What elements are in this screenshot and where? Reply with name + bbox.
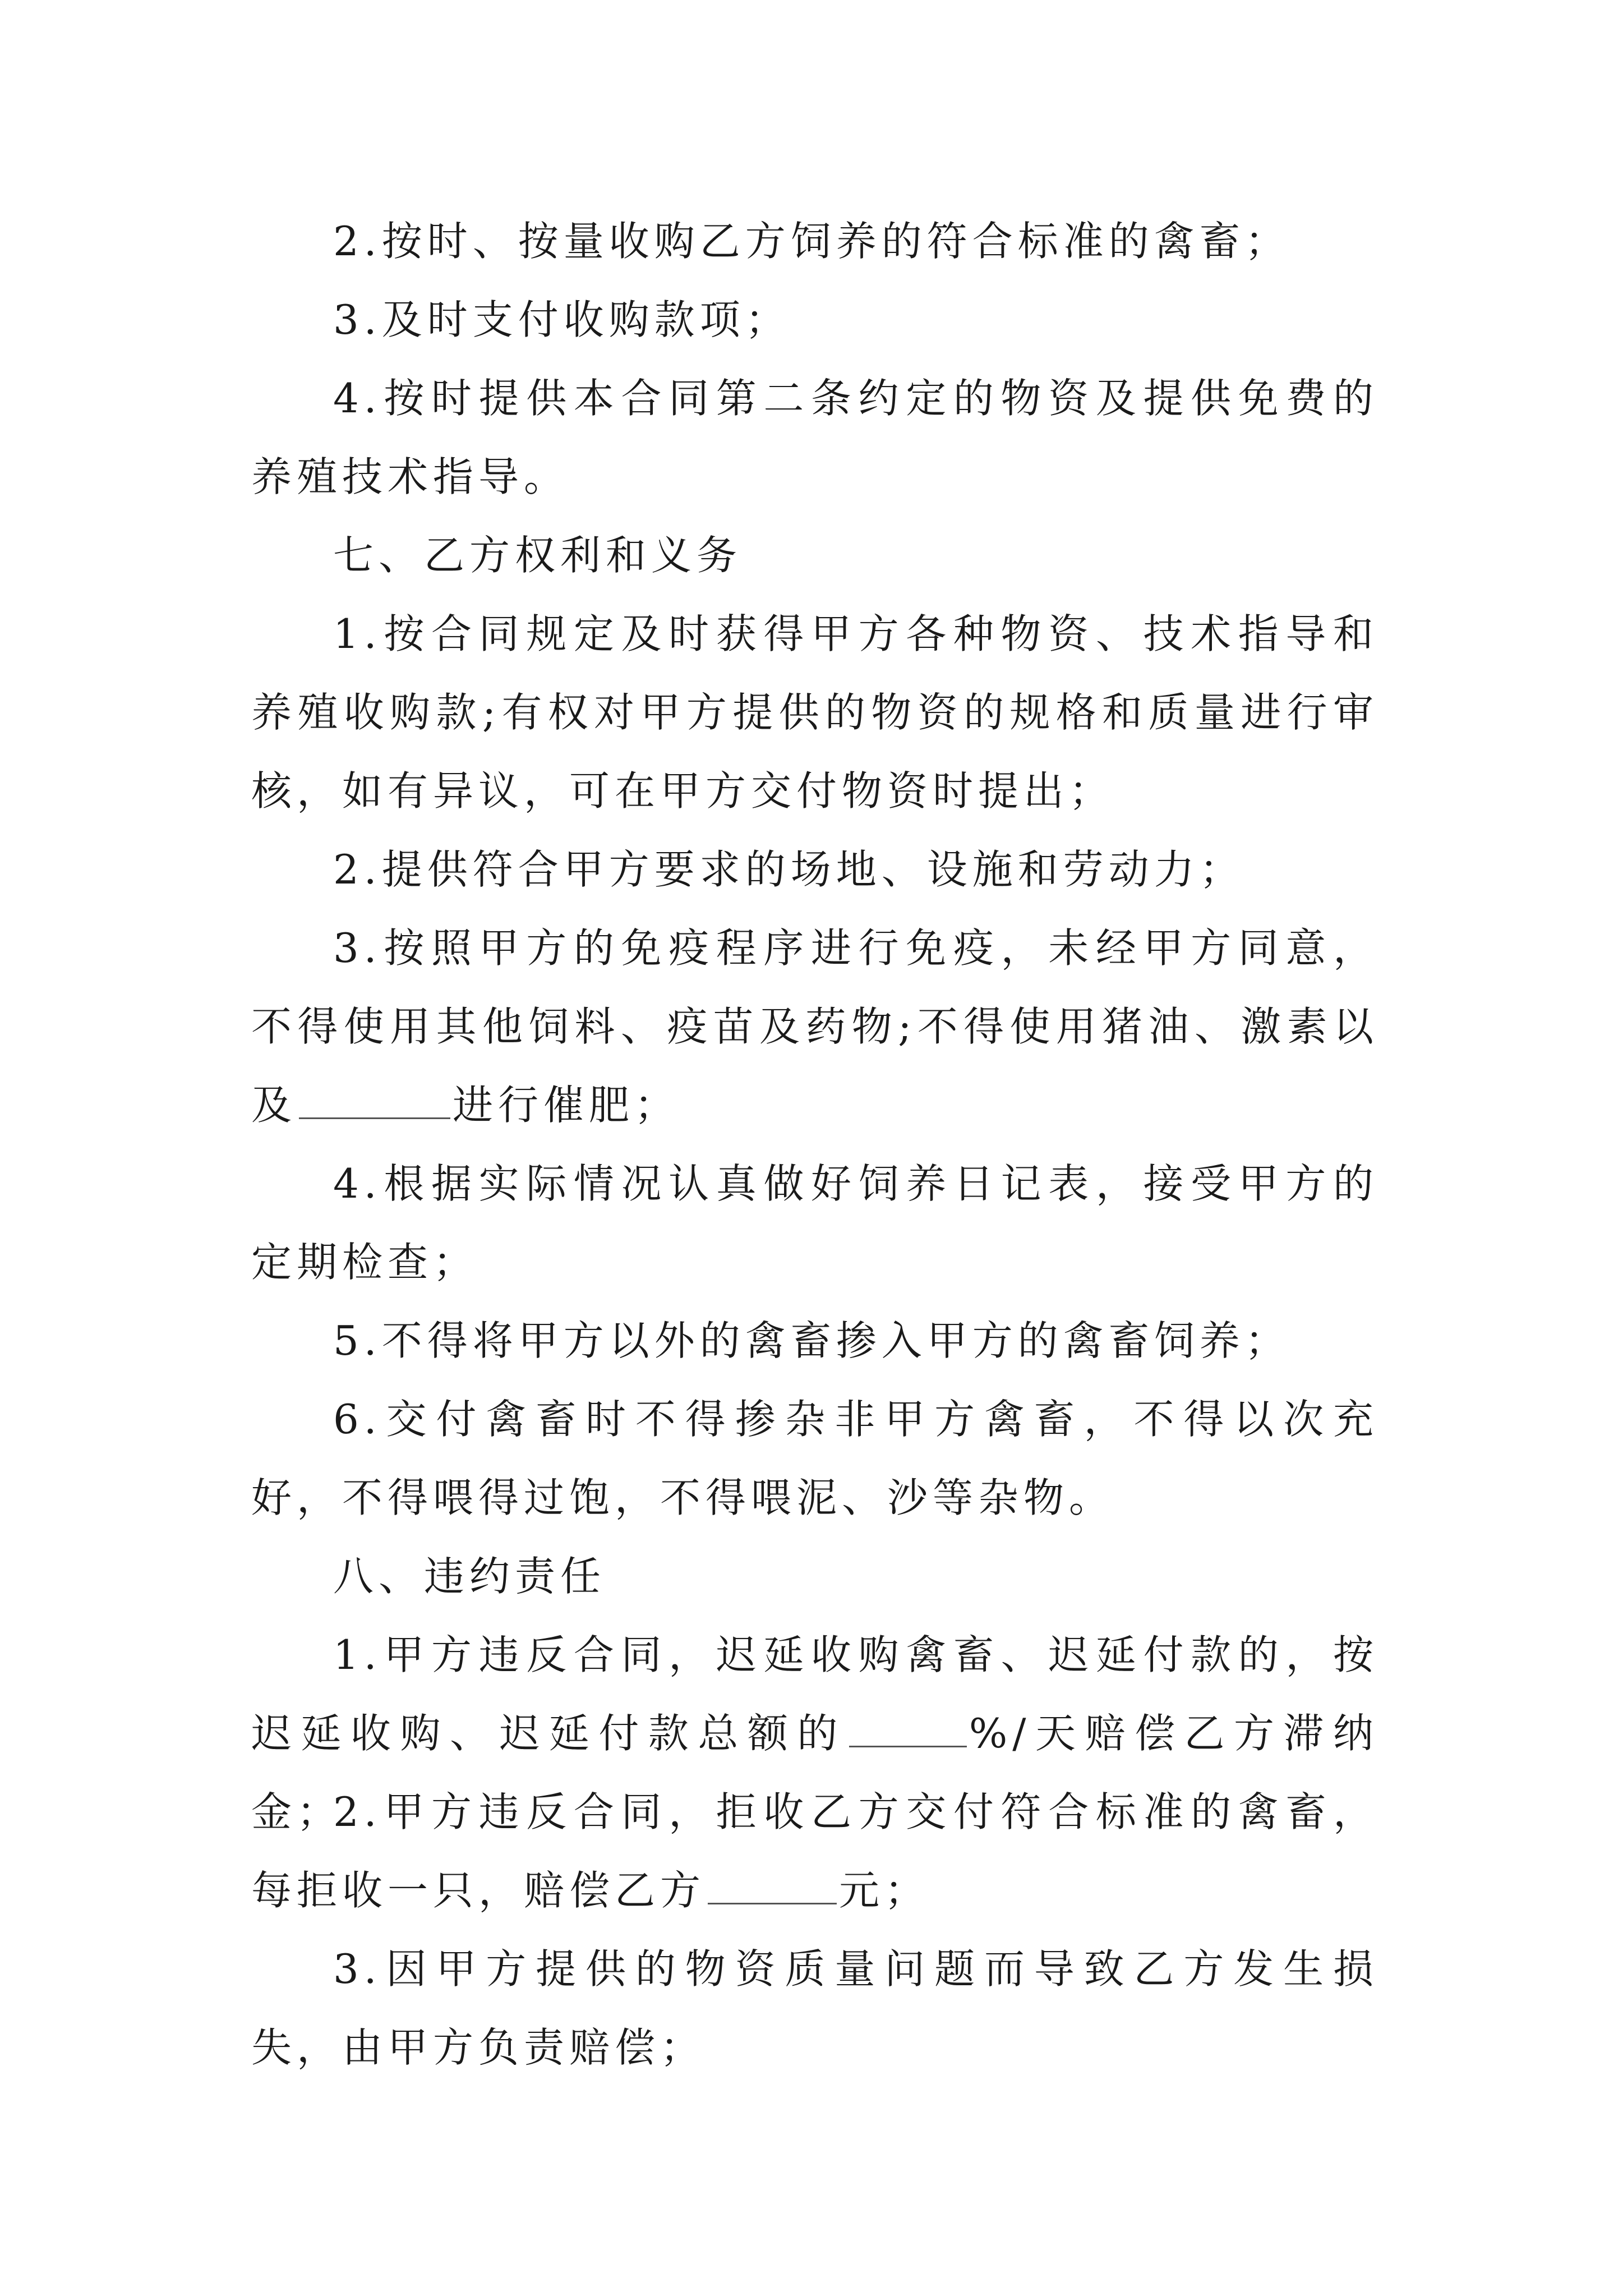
clause-6-item-4: 4.按时提供本合同第二条约定的物资及提供免费的养殖技术指导。 [251,375,1378,500]
clause-7-item-5: 5.不得将甲方以外的禽畜掺入甲方的禽畜饲养； [333,1317,1290,1364]
clause-8-item-1-text: 1.甲方违反合同，迟延收购禽畜、迟延付款的，按迟延收购、迟延付款总额的 [251,1631,1378,1757]
clause-8-item-3: 3.因甲方提供的物资质量问题而导致乙方发生损失，由甲方负责赔偿； [251,1945,1378,2071]
fill-blank[interactable] [849,1712,967,1747]
section-7-heading: 七、乙方权利和义务 [333,532,743,579]
clause-6-item-3: 3.及时支付收购款项； [333,296,791,343]
clause-7-item-3-text: 3.按照甲方的免疫程序进行免疫，未经甲方同意，不得使用其他饲料、疫苗及药物;不得使用猪油、激素以及 [251,924,1378,1129]
fill-blank[interactable] [299,1084,450,1119]
clause-7-item-6: 6.交付禽畜时不得掺杂非甲方禽畜，不得以次充好，不得喂得过饱，不得喂泥、沙等杂物。 [251,1396,1378,1521]
clause-7-item-4: 4.根据实际情况认真做好饲养日记表，接受甲方的定期检查； [251,1160,1378,1286]
clause-8-item-2-text-end: 元； [839,1867,930,1914]
section-8-heading: 八、违约责任 [333,1553,606,1600]
fill-blank[interactable] [708,1869,837,1904]
clause-8-item-2-text: 2.甲方违反合同，拒收乙方交付符合标准的禽畜，每拒收一只，赔偿乙方 [251,1788,1378,1914]
clause-7-item-1: 1.按合同规定及时获得甲方各种物资、技术指导和养殖收购款;有权对甲方提供的物资的规格和质量进行审核，如有异议，可在甲方交付物资时提出； [251,610,1378,815]
clause-8-item-2 [251,1773,1378,1930]
clause-6-item-2: 2.按时、按量收购乙方饲养的符合标准的禽畜； [333,218,1290,265]
clause-7-item-3-text-end: 进行催肥； [453,1082,680,1129]
clause-8-item-1-text-end: %/天赔偿乙方滞纳金； [251,1710,1378,1835]
clause-7-item-2: 2.提供符合甲方要求的场地、设施和劳动力； [333,846,1245,893]
clause-7-item-3 [251,909,1378,1144]
